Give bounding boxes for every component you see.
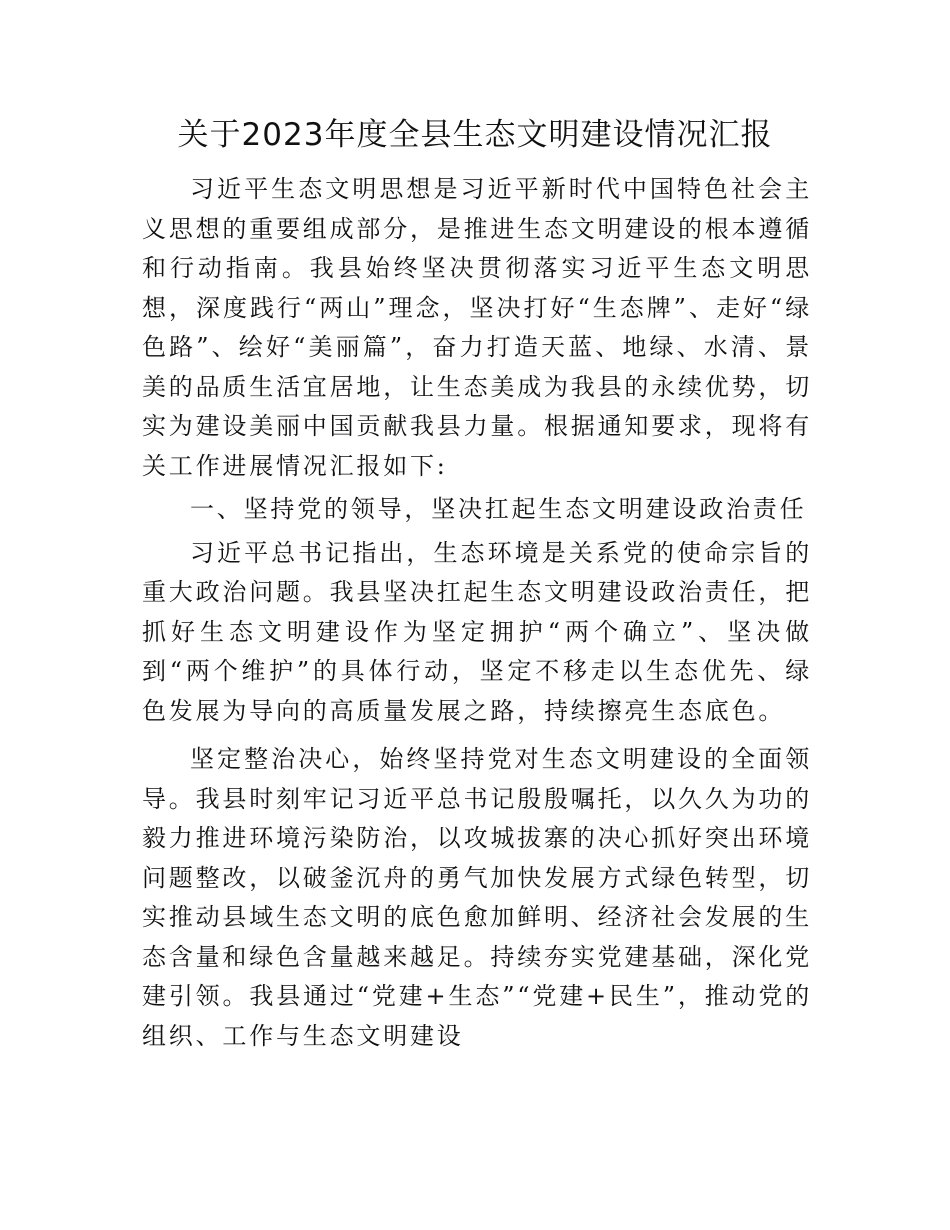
- document-body: [142, 170, 812, 1056]
- paragraph-intro: 习近平生态文明思想是习近平新时代中国特色社会主义思想的重要组成部分，是推进生态文明建设的根本遵循和行动指南。我县始终坚决贯彻落实习近平生态文明思想，深度践行“两山”理念，坚决打好“生态牌”、走好“绿色路”、绘好“美丽篇”，奋力打造天蓝、地绿、水清、景美的品质生活宜居地，让生态美成为我县的永续优势，切实为建设美丽中国贡献我县力量。根据通知要求，现将有关工作进展情况汇报如下:: [142, 175, 812, 480]
- paragraph-section-1-b: 坚定整治决心，始终坚持党对生态文明建设的全面领导。我县时刻牢记习近平总书记殷殷嘱托，以久久为功的毅力推进环境污染防治，以攻城拔寨的决心抓好突出环境问题整改，以破釜沉舟的勇气加快发展方式绿色转型，切实推动县域生态文明的底色愈加鲜明、经济社会发展的生态含量和绿色含量越来越足。持续夯实党建基础，深化党建引领。我县通过“党建+生态”“党建+民生”，推动党的组织、工作与生态文明建设: [142, 745, 812, 1050]
- document-title: 关于2023年度全县生态文明建设情况汇报: [177, 117, 773, 153]
- section-heading-1: 一、坚持党的领导，坚决扛起生态文明建设政治责任: [190, 495, 807, 523]
- paragraph-section-1-a: 习近平总书记指出，生态环境是关系党的使命宗旨的重大政治问题。我县坚决扛起生态文明建设政治责任，把抓好生态文明建设作为坚定拥护“两个确立”、坚决做到“两个维护”的具体行动，坚定不移走以生态优先、绿色发展为导向的高质量发展之路，持续擦亮生态底色。: [142, 538, 812, 725]
